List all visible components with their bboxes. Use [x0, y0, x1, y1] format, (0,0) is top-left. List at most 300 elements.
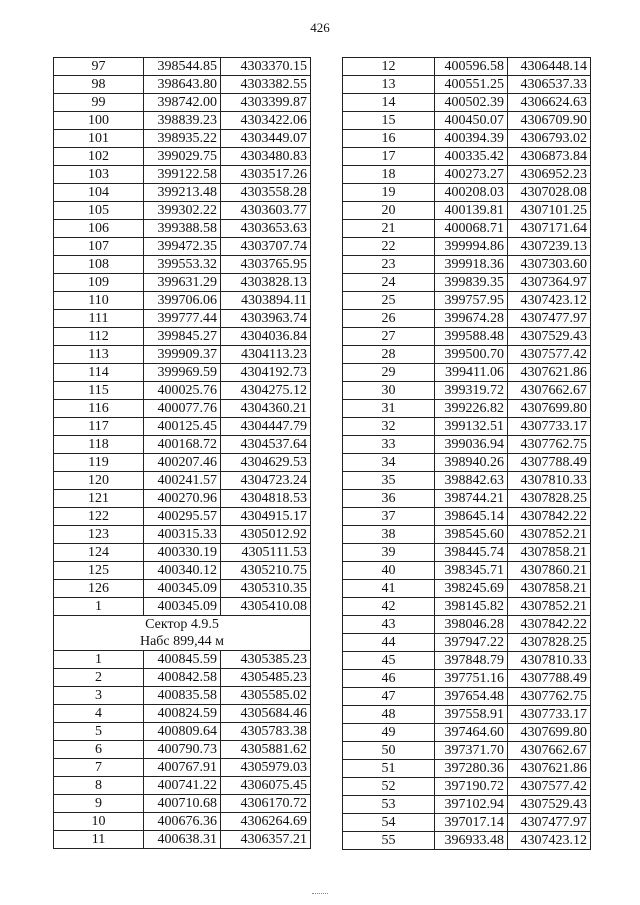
table-row	[343, 418, 591, 436]
x-coordinate-cell: 398839.23	[144, 112, 221, 130]
x-coordinate-cell: 399918.36	[435, 256, 508, 274]
x-coordinate-cell: 400295.57	[144, 508, 221, 526]
x-coordinate-cell: 397371.70	[435, 742, 508, 760]
footer-mark	[312, 893, 328, 895]
table-row	[343, 454, 591, 472]
point-number-cell: 38	[343, 526, 435, 544]
x-coordinate-cell: 399553.32	[144, 256, 221, 274]
point-number-cell: 16	[343, 130, 435, 148]
x-coordinate-cell: 399029.75	[144, 148, 221, 166]
point-number-cell: 24	[343, 274, 435, 292]
y-coordinate-cell: 4303517.26	[221, 166, 311, 184]
x-coordinate-cell: 397558.91	[435, 706, 508, 724]
y-coordinate-cell: 4307762.75	[508, 688, 591, 706]
x-coordinate-cell: 400767.91	[144, 759, 221, 777]
y-coordinate-cell: 4307423.12	[508, 832, 591, 850]
x-coordinate-cell: 397017.14	[435, 814, 508, 832]
x-coordinate-cell: 398345.71	[435, 562, 508, 580]
y-coordinate-cell: 4307101.25	[508, 202, 591, 220]
y-coordinate-cell: 4304360.21	[221, 400, 311, 418]
point-number-cell: 21	[343, 220, 435, 238]
table-row	[54, 598, 311, 616]
point-number-cell: 30	[343, 382, 435, 400]
x-coordinate-cell: 399472.35	[144, 238, 221, 256]
point-number-cell: 3	[54, 687, 144, 705]
y-coordinate-cell: 4303603.77	[221, 202, 311, 220]
x-coordinate-cell: 400502.39	[435, 94, 508, 112]
point-number-cell: 35	[343, 472, 435, 490]
table-row	[343, 796, 591, 814]
table-row	[54, 759, 311, 777]
x-coordinate-cell: 399319.72	[435, 382, 508, 400]
point-number-cell: 14	[343, 94, 435, 112]
point-number-cell: 97	[54, 58, 144, 76]
x-coordinate-cell: 400710.68	[144, 795, 221, 813]
x-coordinate-cell: 398545.60	[435, 526, 508, 544]
x-coordinate-cell: 398940.26	[435, 454, 508, 472]
point-number-cell: 103	[54, 166, 144, 184]
x-coordinate-cell: 398544.85	[144, 58, 221, 76]
x-coordinate-cell: 397848.79	[435, 652, 508, 670]
table-row	[343, 148, 591, 166]
y-coordinate-cell: 4305210.75	[221, 562, 311, 580]
y-coordinate-cell: 4307621.86	[508, 364, 591, 382]
point-number-cell: 43	[343, 616, 435, 634]
y-coordinate-cell: 4305783.38	[221, 723, 311, 741]
table-row	[54, 112, 311, 130]
x-coordinate-cell: 400551.25	[435, 76, 508, 94]
y-coordinate-cell: 4304629.53	[221, 454, 311, 472]
point-number-cell: 7	[54, 759, 144, 777]
table-row	[343, 436, 591, 454]
point-number-cell: 27	[343, 328, 435, 346]
point-number-cell: 50	[343, 742, 435, 760]
y-coordinate-cell: 4306793.02	[508, 130, 591, 148]
y-coordinate-cell: 4303963.74	[221, 310, 311, 328]
y-coordinate-cell: 4306537.33	[508, 76, 591, 94]
y-coordinate-cell: 4307733.17	[508, 418, 591, 436]
y-coordinate-cell: 4305485.23	[221, 669, 311, 687]
point-number-cell: 20	[343, 202, 435, 220]
y-coordinate-cell: 4303370.15	[221, 58, 311, 76]
point-number-cell: 102	[54, 148, 144, 166]
point-number-cell: 8	[54, 777, 144, 795]
point-number-cell: 39	[343, 544, 435, 562]
table-row	[343, 382, 591, 400]
y-coordinate-cell: 4307828.25	[508, 634, 591, 652]
point-number-cell: 31	[343, 400, 435, 418]
point-number-cell: 55	[343, 832, 435, 850]
table-row	[343, 562, 591, 580]
x-coordinate-cell: 400077.76	[144, 400, 221, 418]
point-number-cell: 44	[343, 634, 435, 652]
y-coordinate-cell: 4305310.35	[221, 580, 311, 598]
table-row	[54, 130, 311, 148]
table-row	[54, 454, 311, 472]
table-row	[343, 112, 591, 130]
table-row	[54, 58, 311, 76]
y-coordinate-cell: 4307842.22	[508, 508, 591, 526]
y-coordinate-cell: 4307171.64	[508, 220, 591, 238]
x-coordinate-cell: 400596.58	[435, 58, 508, 76]
point-number-cell: 23	[343, 256, 435, 274]
point-number-cell: 125	[54, 562, 144, 580]
x-coordinate-cell: 397751.16	[435, 670, 508, 688]
x-coordinate-cell: 400676.36	[144, 813, 221, 831]
table-row	[343, 220, 591, 238]
x-coordinate-cell: 399969.59	[144, 364, 221, 382]
point-number-cell: 49	[343, 724, 435, 742]
table-row	[54, 166, 311, 184]
x-coordinate-cell: 400809.64	[144, 723, 221, 741]
point-number-cell: 6	[54, 741, 144, 759]
table-row	[343, 652, 591, 670]
table-row	[343, 760, 591, 778]
x-coordinate-cell: 400208.03	[435, 184, 508, 202]
table-row	[343, 58, 591, 76]
point-number-cell: 46	[343, 670, 435, 688]
point-number-cell: 108	[54, 256, 144, 274]
x-coordinate-cell: 400824.59	[144, 705, 221, 723]
table-row	[343, 94, 591, 112]
x-coordinate-cell: 399706.06	[144, 292, 221, 310]
table-row	[343, 328, 591, 346]
point-number-cell: 22	[343, 238, 435, 256]
point-number-cell: 36	[343, 490, 435, 508]
table-row	[54, 795, 311, 813]
y-coordinate-cell: 4303894.11	[221, 292, 311, 310]
x-coordinate-cell: 399839.35	[435, 274, 508, 292]
x-coordinate-cell: 397464.60	[435, 724, 508, 742]
x-coordinate-cell: 400790.73	[144, 741, 221, 759]
point-number-cell: 40	[343, 562, 435, 580]
point-number-cell: 116	[54, 400, 144, 418]
point-number-cell: 42	[343, 598, 435, 616]
table-row	[343, 292, 591, 310]
y-coordinate-cell: 4304447.79	[221, 418, 311, 436]
point-number-cell: 114	[54, 364, 144, 382]
table-row	[54, 687, 311, 705]
y-coordinate-cell: 4304036.84	[221, 328, 311, 346]
x-coordinate-cell: 399036.94	[435, 436, 508, 454]
x-coordinate-cell: 399213.48	[144, 184, 221, 202]
y-coordinate-cell: 4303707.74	[221, 238, 311, 256]
y-coordinate-cell: 4307577.42	[508, 778, 591, 796]
left-coordinates-table	[53, 57, 311, 849]
x-coordinate-cell: 400270.96	[144, 490, 221, 508]
x-coordinate-cell: 398643.80	[144, 76, 221, 94]
y-coordinate-cell: 4307810.33	[508, 472, 591, 490]
x-coordinate-cell: 399588.48	[435, 328, 508, 346]
y-coordinate-cell: 4307477.97	[508, 310, 591, 328]
point-number-cell: 9	[54, 795, 144, 813]
x-coordinate-cell: 398842.63	[435, 472, 508, 490]
section-header-row	[54, 616, 311, 634]
y-coordinate-cell: 4303422.06	[221, 112, 311, 130]
x-coordinate-cell: 398245.69	[435, 580, 508, 598]
table-row	[54, 813, 311, 831]
point-number-cell: 11	[54, 831, 144, 849]
x-coordinate-cell: 399674.28	[435, 310, 508, 328]
y-coordinate-cell: 4304192.73	[221, 364, 311, 382]
table-row	[54, 256, 311, 274]
x-coordinate-cell: 399757.95	[435, 292, 508, 310]
y-coordinate-cell: 4307303.60	[508, 256, 591, 274]
table-row	[54, 508, 311, 526]
table-row	[343, 616, 591, 634]
y-coordinate-cell: 4307858.21	[508, 544, 591, 562]
y-coordinate-cell: 4303480.83	[221, 148, 311, 166]
table-row	[343, 526, 591, 544]
x-coordinate-cell: 400068.71	[435, 220, 508, 238]
y-coordinate-cell: 4307788.49	[508, 670, 591, 688]
y-coordinate-cell: 4305410.08	[221, 598, 311, 616]
y-coordinate-cell: 4306075.45	[221, 777, 311, 795]
y-coordinate-cell: 4304818.53	[221, 490, 311, 508]
y-coordinate-cell: 4305385.23	[221, 651, 311, 669]
x-coordinate-cell: 399909.37	[144, 346, 221, 364]
x-coordinate-cell: 398145.82	[435, 598, 508, 616]
point-number-cell: 122	[54, 508, 144, 526]
table-row	[343, 364, 591, 382]
y-coordinate-cell: 4307699.80	[508, 724, 591, 742]
x-coordinate-cell: 398046.28	[435, 616, 508, 634]
y-coordinate-cell: 4306873.84	[508, 148, 591, 166]
table-row	[343, 688, 591, 706]
y-coordinate-cell: 4307852.21	[508, 526, 591, 544]
point-number-cell: 4	[54, 705, 144, 723]
table-row	[343, 166, 591, 184]
x-coordinate-cell: 398935.22	[144, 130, 221, 148]
point-number-cell: 120	[54, 472, 144, 490]
x-coordinate-cell: 400741.22	[144, 777, 221, 795]
x-coordinate-cell: 400345.09	[144, 580, 221, 598]
table-row	[54, 651, 311, 669]
table-row	[343, 508, 591, 526]
table-row	[343, 706, 591, 724]
point-number-cell: 13	[343, 76, 435, 94]
y-coordinate-cell: 4303399.87	[221, 94, 311, 112]
point-number-cell: 45	[343, 652, 435, 670]
table-row	[54, 220, 311, 238]
x-coordinate-cell: 400340.12	[144, 562, 221, 580]
y-coordinate-cell: 4307699.80	[508, 400, 591, 418]
y-coordinate-cell: 4306624.63	[508, 94, 591, 112]
table-row	[343, 724, 591, 742]
x-coordinate-cell: 397280.36	[435, 760, 508, 778]
table-row	[343, 814, 591, 832]
y-coordinate-cell: 4305684.46	[221, 705, 311, 723]
table-row	[54, 723, 311, 741]
x-coordinate-cell: 397102.94	[435, 796, 508, 814]
point-number-cell: 109	[54, 274, 144, 292]
point-number-cell: 26	[343, 310, 435, 328]
table-row	[54, 76, 311, 94]
point-number-cell: 18	[343, 166, 435, 184]
x-coordinate-cell: 400241.57	[144, 472, 221, 490]
table-row	[343, 274, 591, 292]
x-coordinate-cell: 399226.82	[435, 400, 508, 418]
table-row	[54, 328, 311, 346]
y-coordinate-cell: 4307788.49	[508, 454, 591, 472]
y-coordinate-cell: 4306709.90	[508, 112, 591, 130]
y-coordinate-cell: 4307733.17	[508, 706, 591, 724]
point-number-cell: 29	[343, 364, 435, 382]
y-coordinate-cell: 4303828.13	[221, 274, 311, 292]
y-coordinate-cell: 4305111.53	[221, 544, 311, 562]
y-coordinate-cell: 4306952.23	[508, 166, 591, 184]
y-coordinate-cell: 4307852.21	[508, 598, 591, 616]
y-coordinate-cell: 4305881.62	[221, 741, 311, 759]
point-number-cell: 124	[54, 544, 144, 562]
y-coordinate-cell: 4304275.12	[221, 382, 311, 400]
table-row	[343, 184, 591, 202]
y-coordinate-cell: 4307028.08	[508, 184, 591, 202]
point-number-cell: 10	[54, 813, 144, 831]
point-number-cell: 1	[54, 598, 144, 616]
table-row	[54, 400, 311, 418]
point-number-cell: 28	[343, 346, 435, 364]
point-number-cell: 5	[54, 723, 144, 741]
y-coordinate-cell: 4307529.43	[508, 328, 591, 346]
point-number-cell: 121	[54, 490, 144, 508]
table-row	[343, 310, 591, 328]
x-coordinate-cell: 398742.00	[144, 94, 221, 112]
table-row	[54, 310, 311, 328]
x-coordinate-cell: 400835.58	[144, 687, 221, 705]
y-coordinate-cell: 4303765.95	[221, 256, 311, 274]
point-number-cell: 100	[54, 112, 144, 130]
y-coordinate-cell: 4304113.23	[221, 346, 311, 364]
x-coordinate-cell: 400638.31	[144, 831, 221, 849]
table-row	[343, 832, 591, 850]
right-coordinates-table	[342, 57, 591, 850]
y-coordinate-cell: 4305979.03	[221, 759, 311, 777]
y-coordinate-cell: 4303558.28	[221, 184, 311, 202]
point-number-cell: 19	[343, 184, 435, 202]
point-number-cell: 119	[54, 454, 144, 472]
point-number-cell: 37	[343, 508, 435, 526]
x-coordinate-cell: 400842.58	[144, 669, 221, 687]
table-row	[54, 831, 311, 849]
table-row	[343, 778, 591, 796]
y-coordinate-cell: 4303449.07	[221, 130, 311, 148]
page-number: 426	[310, 20, 330, 35]
table-row	[343, 238, 591, 256]
point-number-cell: 113	[54, 346, 144, 364]
x-coordinate-cell: 400025.76	[144, 382, 221, 400]
y-coordinate-cell: 4306448.14	[508, 58, 591, 76]
point-number-cell: 99	[54, 94, 144, 112]
table-row	[54, 526, 311, 544]
point-number-cell: 98	[54, 76, 144, 94]
point-number-cell: 115	[54, 382, 144, 400]
point-number-cell: 12	[343, 58, 435, 76]
x-coordinate-cell: 400335.42	[435, 148, 508, 166]
x-coordinate-cell: 399777.44	[144, 310, 221, 328]
x-coordinate-cell: 396933.48	[435, 832, 508, 850]
table-row	[54, 472, 311, 490]
table-row	[54, 705, 311, 723]
table-row	[54, 382, 311, 400]
x-coordinate-cell: 400168.72	[144, 436, 221, 454]
y-coordinate-cell: 4306357.21	[221, 831, 311, 849]
x-coordinate-cell: 397947.22	[435, 634, 508, 652]
point-number-cell: 117	[54, 418, 144, 436]
y-coordinate-cell: 4303653.63	[221, 220, 311, 238]
point-number-cell: 34	[343, 454, 435, 472]
table-row	[54, 346, 311, 364]
table-row	[343, 580, 591, 598]
table-row	[54, 741, 311, 759]
y-coordinate-cell: 4304537.64	[221, 436, 311, 454]
table-row	[54, 669, 311, 687]
point-number-cell: 17	[343, 148, 435, 166]
point-number-cell: 107	[54, 238, 144, 256]
x-coordinate-cell: 400450.07	[435, 112, 508, 130]
point-number-cell: 126	[54, 580, 144, 598]
x-coordinate-cell: 400315.33	[144, 526, 221, 544]
table-row	[54, 562, 311, 580]
point-number-cell: 111	[54, 310, 144, 328]
y-coordinate-cell: 4307828.25	[508, 490, 591, 508]
point-number-cell: 101	[54, 130, 144, 148]
table-row	[343, 490, 591, 508]
x-coordinate-cell: 400273.27	[435, 166, 508, 184]
point-number-cell: 54	[343, 814, 435, 832]
table-row	[54, 238, 311, 256]
x-coordinate-cell: 399845.27	[144, 328, 221, 346]
x-coordinate-cell: 400345.09	[144, 598, 221, 616]
y-coordinate-cell: 4305012.92	[221, 526, 311, 544]
y-coordinate-cell: 4307529.43	[508, 796, 591, 814]
point-number-cell: 118	[54, 436, 144, 454]
point-number-cell: 2	[54, 669, 144, 687]
y-coordinate-cell: 4303382.55	[221, 76, 311, 94]
table-row	[54, 292, 311, 310]
y-coordinate-cell: 4307621.86	[508, 760, 591, 778]
y-coordinate-cell: 4307858.21	[508, 580, 591, 598]
x-coordinate-cell: 399631.29	[144, 274, 221, 292]
table-row	[343, 472, 591, 490]
table-row	[54, 544, 311, 562]
table-row	[54, 94, 311, 112]
point-number-cell: 1	[54, 651, 144, 669]
y-coordinate-cell: 4306264.69	[221, 813, 311, 831]
table-row	[54, 490, 311, 508]
point-number-cell: 48	[343, 706, 435, 724]
table-row	[54, 148, 311, 166]
table-row	[343, 76, 591, 94]
y-coordinate-cell: 4307239.13	[508, 238, 591, 256]
table-row	[54, 418, 311, 436]
y-coordinate-cell: 4304723.24	[221, 472, 311, 490]
x-coordinate-cell: 399132.51	[435, 418, 508, 436]
section-title: Сектор 4.9.5	[54, 616, 311, 634]
table-row	[54, 436, 311, 454]
table-row	[343, 202, 591, 220]
x-coordinate-cell: 400394.39	[435, 130, 508, 148]
section-subtitle: Набс 899,44 м	[54, 633, 311, 651]
x-coordinate-cell: 398744.21	[435, 490, 508, 508]
y-coordinate-cell: 4307662.67	[508, 742, 591, 760]
y-coordinate-cell: 4307842.22	[508, 616, 591, 634]
y-coordinate-cell: 4307423.12	[508, 292, 591, 310]
x-coordinate-cell: 400330.19	[144, 544, 221, 562]
y-coordinate-cell: 4304915.17	[221, 508, 311, 526]
table-row	[54, 777, 311, 795]
table-row	[343, 346, 591, 364]
